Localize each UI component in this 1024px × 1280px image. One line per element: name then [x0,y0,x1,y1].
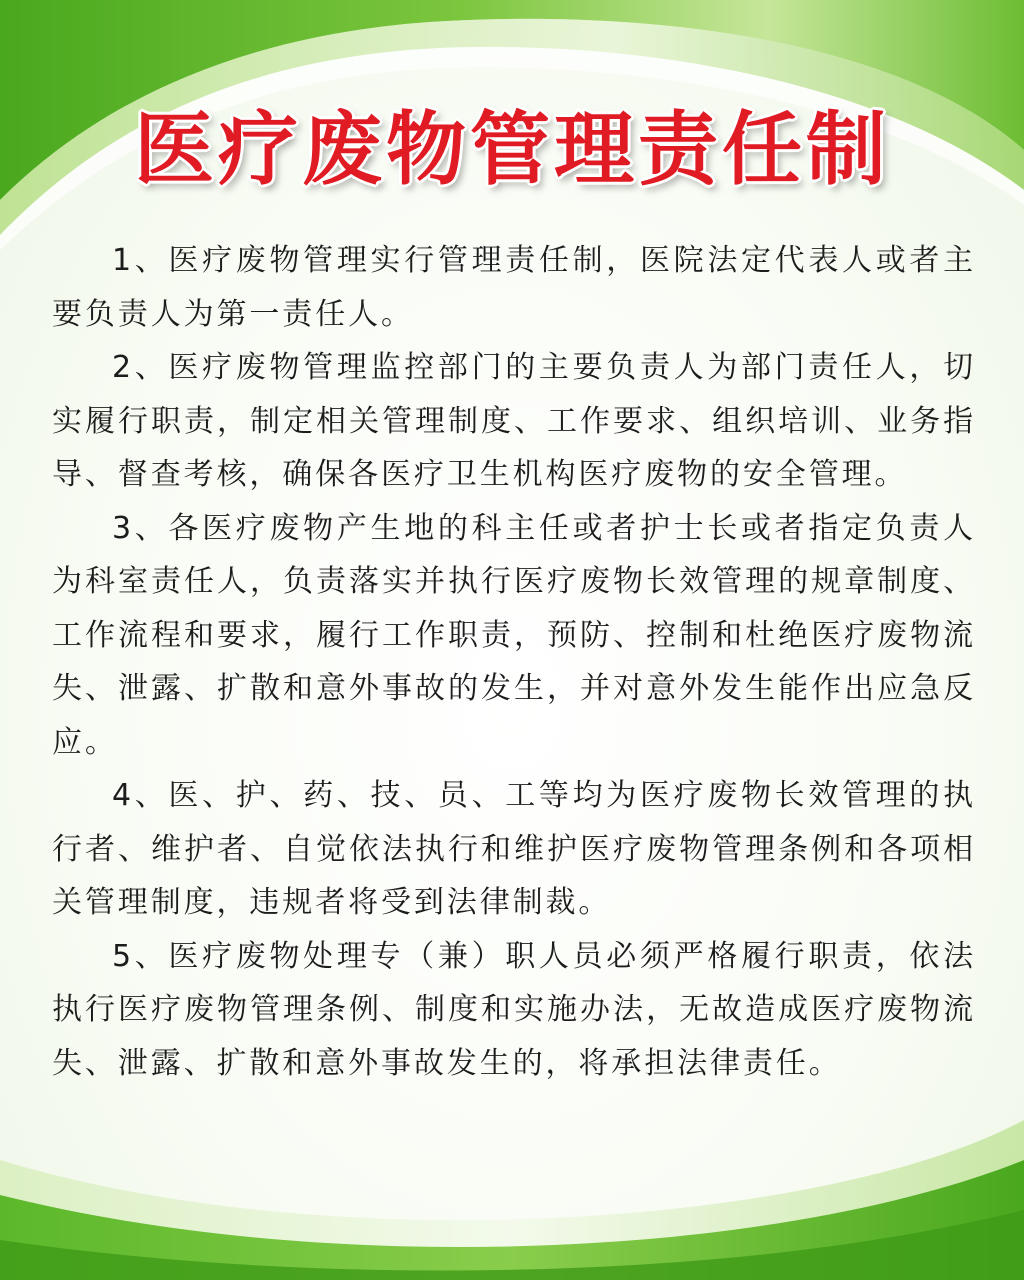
clause-list [52,234,976,1090]
clause-4: 4、医、护、药、技、员、工等均为医疗废物长效管理的执行者、维护者、自觉依法执行和维护医疗废物管理条例和各项相关管理制度，违规者将受到法律制裁。 [52,778,976,920]
clause-1: 1、医疗废物管理实行管理责任制，医院法定代表人或者主要负责人为第一责任人。 [52,243,976,332]
page-title: 医疗废物管理责任制 [134,103,890,196]
clause-5: 5、医疗废物处理专（兼）职人员必须严格履行职责，依法执行医疗废物管理条例、制度和实施办法，无故造成医疗废物流失、泄露、扩散和意外事故发生的，将承担法律责任。 [52,938,976,1081]
clause-2: 2、医疗废物管理监控部门的主要负责人为部门责任人，切实履行职责，制定相关管理制度、工作要求、组织培训、业务指导、督查考核，确保各医疗卫生机构医疗废物的安全管理。 [52,350,976,492]
clause-3: 3、各医疗废物产生地的科主任或者护士长或者指定负责人为科室责任人，负责落实并执行医疗废物长效管理的规章制度、工作流程和要求，履行工作职责，预防、控制和杜绝医疗废物流失、泄露、扩散和意外事故的发生，并对意外发生能作出应急反应。 [52,510,976,760]
